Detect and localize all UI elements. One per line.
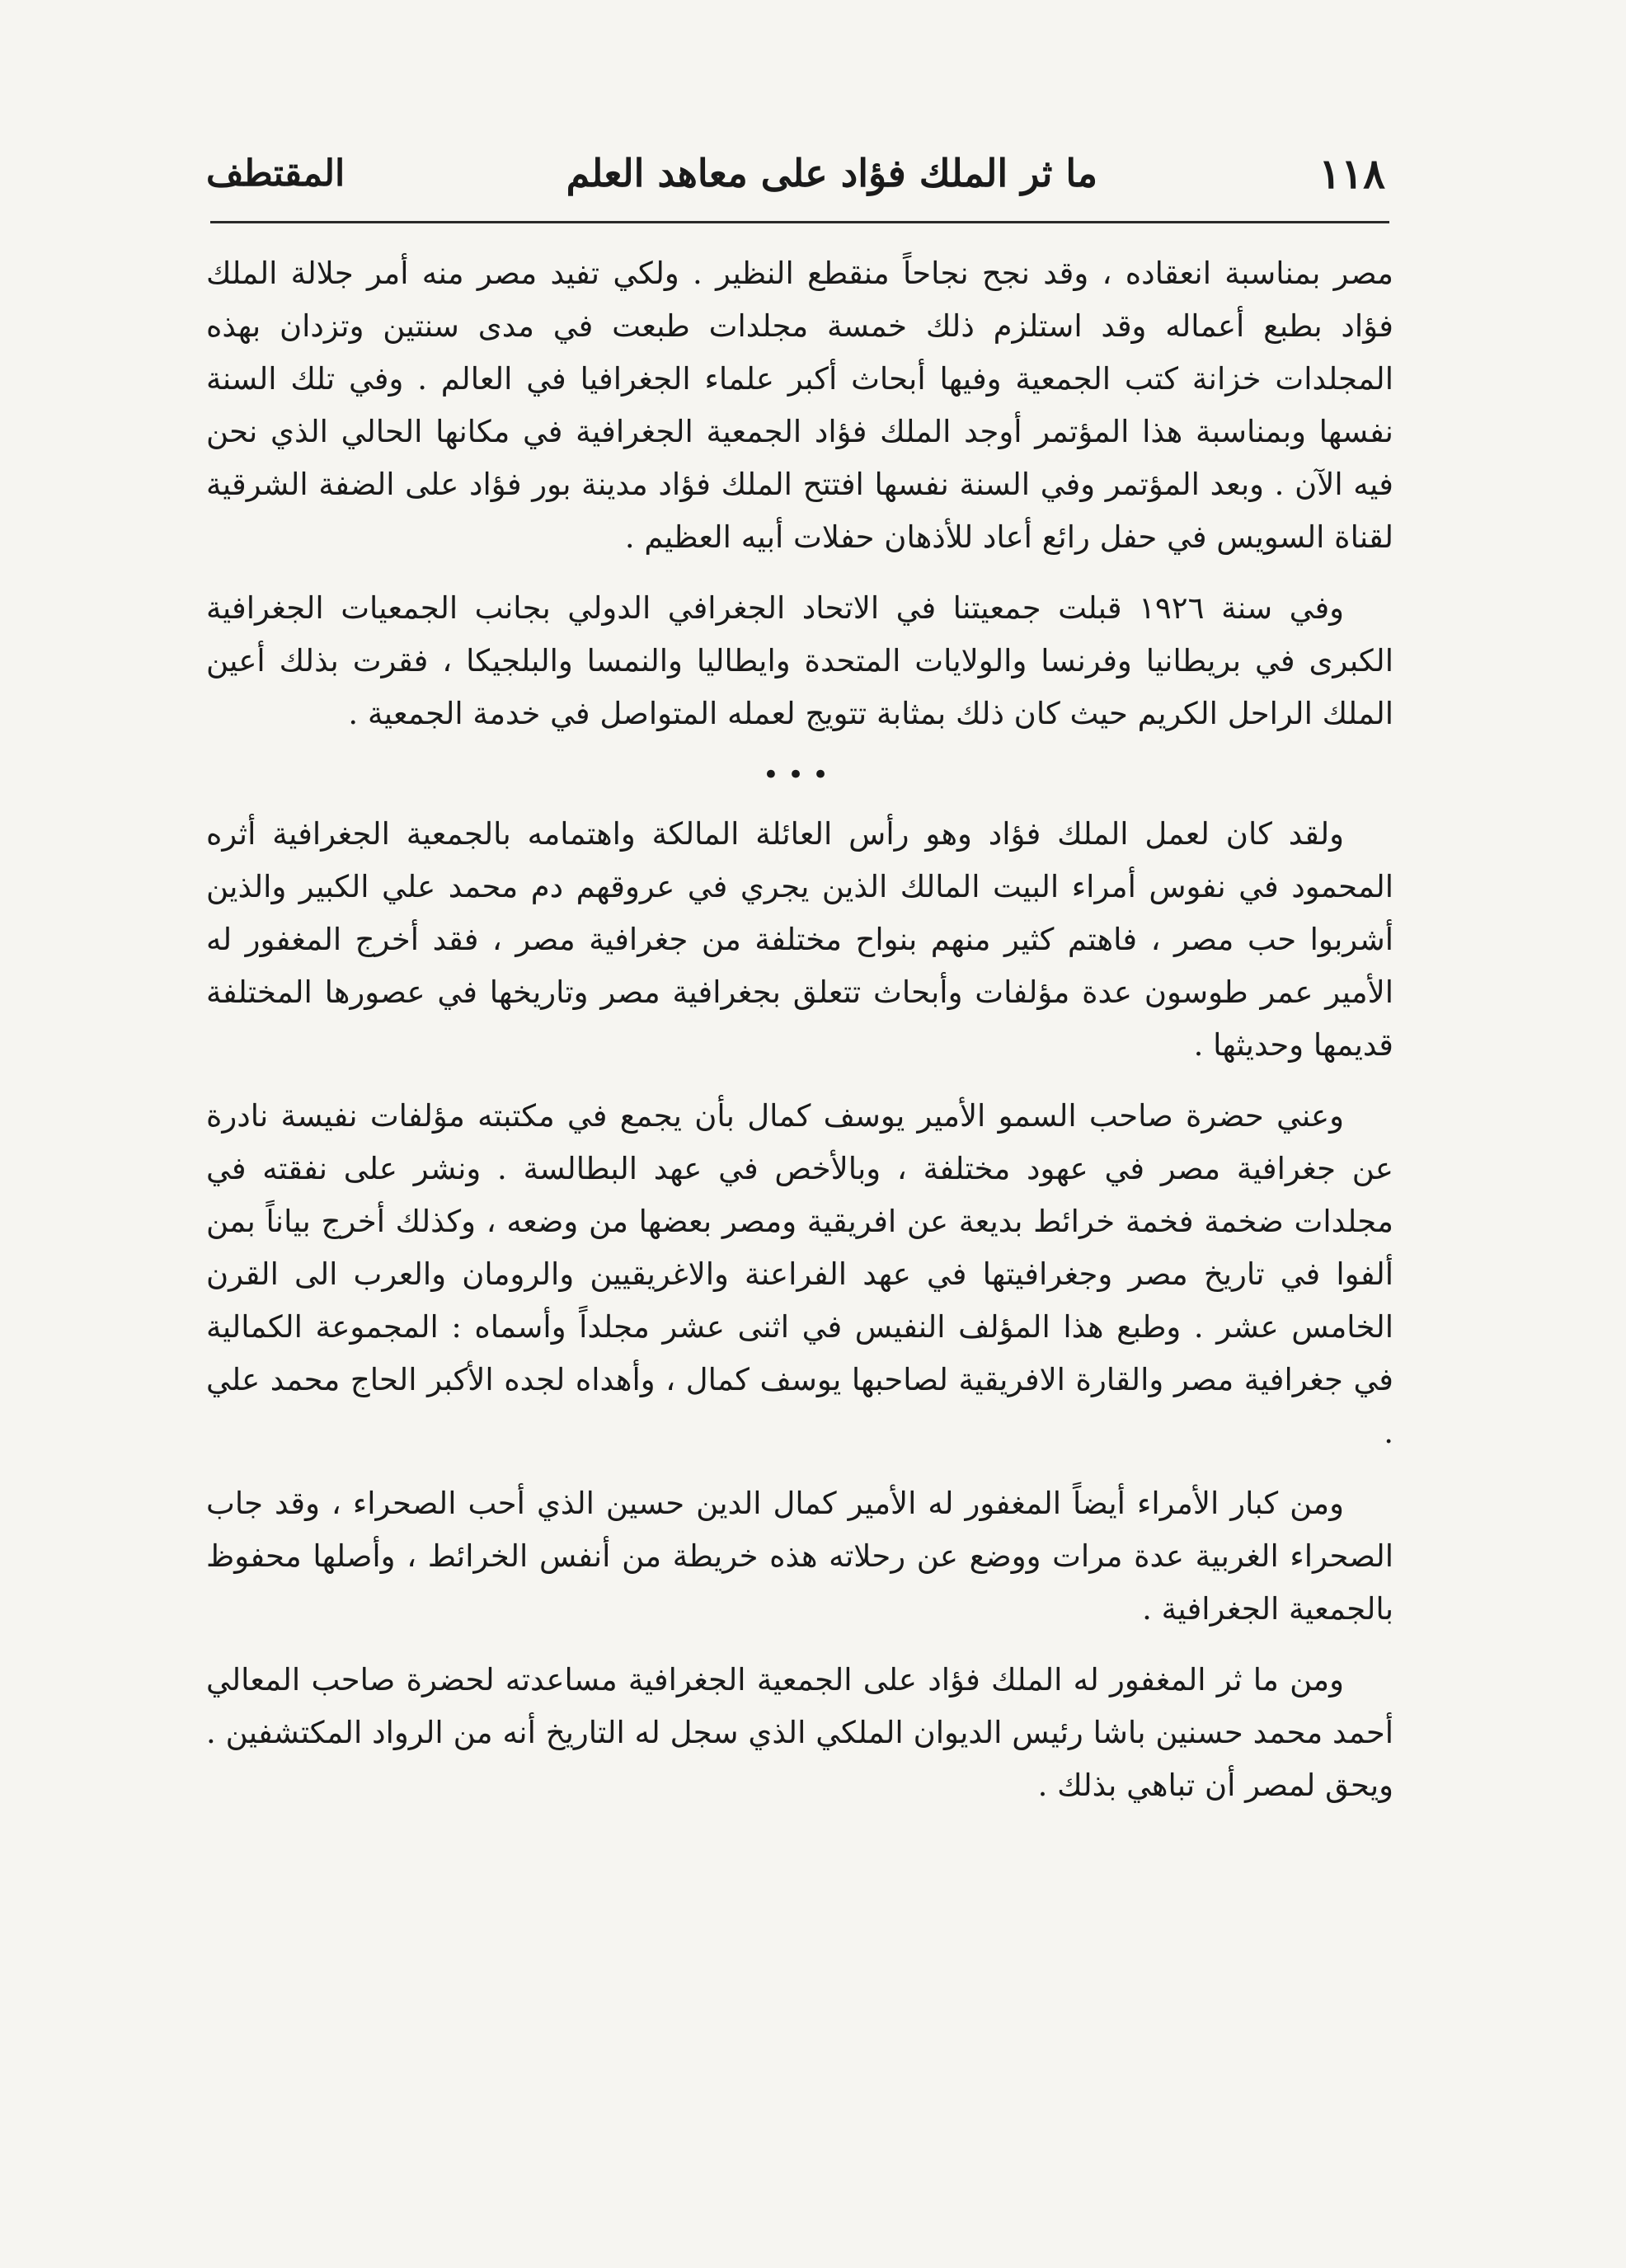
journal-name: المقتطف	[206, 152, 345, 195]
paragraph-5: ومن كبار الأمراء أيضاً المغفور له الأمير كمال الدين حسين الذي أحب الصحراء ، وقد جاب الصحراء الغربية عدة مرات ووضع عن رحلاته هذه خريطة من أنفس الخرائط ، وأصلها محفوظ بالجمعية الجغرافية .	[206, 1486, 1393, 1627]
paragraph-2: وفي سنة ١٩٢٦ قبلت جمعيتنا في الاتحاد الجغرافي الدولي بجانب الجمعيات الجغرافية الكبرى في بريطانيا وفرنسا والولايات المتحدة وايطاليا والنمسا والبلجيكا ، فقرت بذلك أعين الملك الراحل الكريم حيث كان ذلك بمثابة تتويج لعمله المتواصل في خدمة الجمعية .	[206, 590, 1393, 731]
article-title: ما ثر الملك فؤاد على معاهد العلم	[566, 151, 1098, 195]
paragraph-1: مصر بمناسبة انعقاده ، وقد نجح نجاحاً منقطع النظير . ولكي تفيد مصر منه أمر جلالة الملك فؤاد بطبع أعماله وقد استلزم ذلك خمسة مجلدات طبعت في مدى سنتين وتزدان بهذه المجلدات خزانة كتب الجمعية وفيها أبحاث أكبر علماء الجغرافيا في العالم . وفي تلك السنة نفسها وبمناسبة هذا المؤتمر أوجد الملك فؤاد الجمعية الجغرافية في مكانها الحالي الذي نحن فيه الآن . وبعد المؤتمر وفي السنة نفسها افتتح الملك فؤاد مدينة بور فؤاد على الضفة الشرقية لقناة السويس في حفل رائع أعاد للأذهان حفلات أبيه العظيم .	[206, 256, 1393, 555]
paragraph-3: ولقد كان لعمل الملك فؤاد وهو رأس العائلة المالكة واهتمامه بالجمعية الجغرافية أثره المحمود في نفوس أمراء البيت المالك الذين يجري في عروقهم دم محمد علي الكبير والذين أشربوا حب مصر ، فاهتم كثير منهم بنواح مختلفة من جغرافية مصر ، فقد أخرج المغفور له الأمير عمر طوسون عدة مؤلفات وأبحاث تتعلق بجغرافية مصر وتاريخها في عصورها المختلفة قديمها وحديثها .	[206, 816, 1393, 1063]
body-text	[206, 247, 1393, 1830]
paragraph-6: ومن ما ثر المغفور له الملك فؤاد على الجمعية الجغرافية مساعدته لحضرة صاحب المعالي أحمد محمد حسنين باشا رئيس الديوان الملكي الذي سجل له التاريخ أنه من الرواد المكتشفين . ويحق لمصر أن تباهي بذلك .	[206, 1662, 1393, 1803]
section-separator: •••	[762, 758, 838, 791]
running-head	[206, 144, 1385, 202]
paragraph-4: وعني حضرة صاحب السمو الأمير يوسف كمال بأن يجمع في مكتبته مؤلفات نفيسة نادرة عن جغرافية مصر في عهود مختلفة ، وبالأخص في عهد البطالسة . ونشر على نفقته في مجلدات ضخمة فخمة خرائط بديعة عن افريقية ومصر بعضها من وضعه ، وكذلك أخرج بياناً بمن ألفوا في تاريخ مصر وجغرافيتها في عهد الفراعنة والاغريقيين والرومان والعرب الى القرن الخامس عشر . وطبع هذا المؤلف النفيس في اثنى عشر مجلداً وأسماه : المجموعة الكمالية في جغرافية مصر والقارة الافريقية لصاحبها يوسف كمال ، وأهداه لجده الأكبر الحاج محمد علي .	[206, 1098, 1393, 1450]
page-number: ١١٨	[1318, 148, 1385, 198]
header-rule	[210, 221, 1389, 223]
